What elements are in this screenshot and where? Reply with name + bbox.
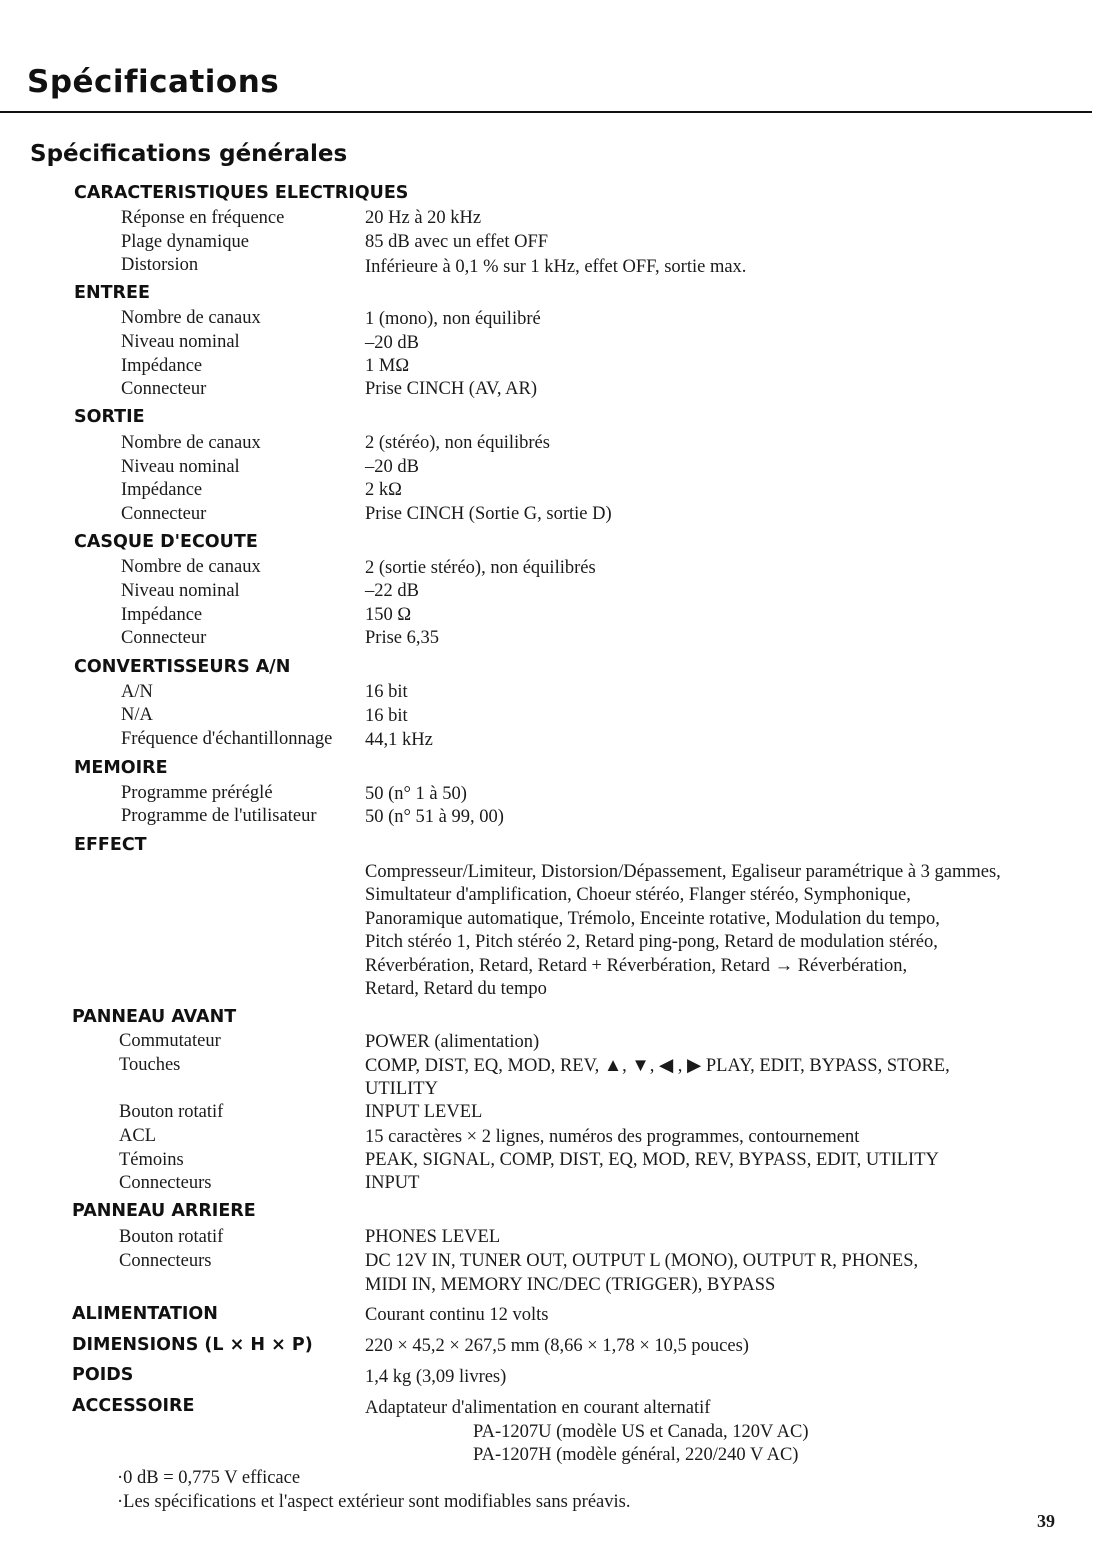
spec-value: Adaptateur d'alimentation en courant alternatif xyxy=(365,1398,711,1418)
spec-value: 15 caractères × 2 lignes, numéros des programmes, contournement xyxy=(365,1127,860,1147)
spec-label: Plage dynamique xyxy=(121,232,249,252)
spec-value: 2 (sortie stéréo), non équilibrés xyxy=(365,558,596,578)
spec-value: COMP, DIST, EQ, MOD, REV, ▲, ▼, ◀ , ▶ PLAY, EDIT, BYPASS, STORE, xyxy=(365,1056,950,1076)
spec-label: Fréquence d'échantillonnage xyxy=(121,729,333,749)
spec-label: Nombre de canaux xyxy=(121,557,261,577)
spec-label: ACL xyxy=(119,1126,156,1146)
heading-dimensions: DIMENSIONS (L × H × P) xyxy=(72,1335,313,1355)
spec-label: Témoins xyxy=(119,1150,184,1170)
spec-value: –20 dB xyxy=(365,333,419,353)
spec-label: Niveau nominal xyxy=(121,332,240,352)
spec-value: PHONES LEVEL xyxy=(365,1227,501,1247)
effect-line: Compresseur/Limiteur, Distorsion/Dépassement, Egaliseur paramétrique à 3 gammes, xyxy=(365,862,1001,882)
spec-label: Connecteurs xyxy=(119,1173,212,1193)
title-rule xyxy=(0,111,1092,113)
spec-label: N/A xyxy=(121,705,153,725)
spec-value: 85 dB avec un effet OFF xyxy=(365,232,549,252)
spec-label: Nombre de canaux xyxy=(121,308,261,328)
spec-value: 1 (mono), non équilibré xyxy=(365,309,541,329)
spec-label: Touches xyxy=(119,1055,181,1075)
effect-line: Pitch stéréo 1, Pitch stéréo 2, Retard ping-pong, Retard de modulation stéréo, xyxy=(365,932,938,952)
heading-front-panel: PANNEAU AVANT xyxy=(72,1007,237,1027)
spec-value: Inférieure à 0,1 % sur 1 kHz, effet OFF, sortie max. xyxy=(365,257,747,277)
spec-value: 16 bit xyxy=(365,706,408,726)
spec-value: 50 (n° 1 à 50) xyxy=(365,784,467,804)
spec-label: Impédance xyxy=(121,480,203,500)
heading-accessory: ACCESSOIRE xyxy=(72,1396,195,1416)
spec-value: –22 dB xyxy=(365,581,419,601)
page-title: Spécifications xyxy=(27,64,280,100)
spec-label: Niveau nominal xyxy=(121,581,240,601)
heading-memory: MEMOIRE xyxy=(74,758,168,778)
spec-value: 44,1 kHz xyxy=(365,730,433,750)
effect-line: Simultateur d'amplification, Choeur stéréo, Flanger stéréo, Symphonique, xyxy=(365,885,911,905)
spec-label: Bouton rotatif xyxy=(119,1102,224,1122)
spec-value: INPUT LEVEL xyxy=(365,1102,483,1122)
spec-value: 220 × 45,2 × 267,5 mm (8,66 × 1,78 × 10,5 pouces) xyxy=(365,1336,749,1356)
spec-value: 50 (n° 51 à 99, 00) xyxy=(365,807,504,827)
spec-value: 16 bit xyxy=(365,682,408,702)
spec-value: DC 12V IN, TUNER OUT, OUTPUT L (MONO), OUTPUT R, PHONES, xyxy=(365,1251,919,1271)
heading-power: ALIMENTATION xyxy=(72,1304,218,1324)
footnote: ·0 dB = 0,775 V efficace xyxy=(117,1468,301,1488)
spec-value: 150 Ω xyxy=(365,605,412,625)
section-subtitle: Spécifications générales xyxy=(30,141,348,167)
heading-output: SORTIE xyxy=(74,407,145,427)
spec-label: Bouton rotatif xyxy=(119,1227,224,1247)
spec-label: Commutateur xyxy=(119,1031,221,1051)
spec-value: Prise CINCH (Sortie G, sortie D) xyxy=(365,504,612,524)
spec-label: Impédance xyxy=(121,605,203,625)
spec-value: 2 (stéréo), non équilibrés xyxy=(365,433,550,453)
spec-value: 1,4 kg (3,09 livres) xyxy=(365,1367,507,1387)
spec-label: Connecteur xyxy=(121,504,207,524)
footnote: ·Les spécifications et l'aspect extérieur sont modifiables sans préavis. xyxy=(117,1492,631,1512)
spec-label: Programme préréglé xyxy=(121,783,273,803)
spec-label: Impédance xyxy=(121,356,203,376)
heading-converters: CONVERTISSEURS A/N xyxy=(74,657,291,677)
spec-label: Réponse en fréquence xyxy=(121,208,285,228)
spec-label: Distorsion xyxy=(121,255,199,275)
spec-label: Connecteur xyxy=(121,628,207,648)
spec-value: 1 MΩ xyxy=(365,356,410,376)
spec-label: Connecteur xyxy=(121,379,207,399)
spec-value: INPUT xyxy=(365,1173,420,1193)
page-number: 39 xyxy=(1037,1511,1055,1531)
spec-value: Prise 6,35 xyxy=(365,628,439,648)
effect-line: Panoramique automatique, Trémolo, Enceinte rotative, Modulation du tempo, xyxy=(365,909,940,929)
spec-label: Nombre de canaux xyxy=(121,433,261,453)
spec-value: 2 kΩ xyxy=(365,480,402,500)
spec-value: Courant continu 12 volts xyxy=(365,1305,549,1325)
spec-value-cont: MIDI IN, MEMORY INC/DEC (TRIGGER), BYPASS xyxy=(365,1275,776,1295)
spec-label: Connecteurs xyxy=(119,1251,212,1271)
effect-line: Retard, Retard du tempo xyxy=(365,979,547,999)
spec-value-sub: PA-1207H (modèle général, 220/240 V AC) xyxy=(473,1445,799,1465)
spec-value-sub: PA-1207U (modèle US et Canada, 120V AC) xyxy=(473,1422,809,1442)
heading-headphones: CASQUE D'ECOUTE xyxy=(74,532,258,552)
spec-value-cont: UTILITY xyxy=(365,1079,438,1099)
heading-input: ENTREE xyxy=(74,283,150,303)
spec-label: Programme de l'utilisateur xyxy=(121,806,317,826)
spec-value: 20 Hz à 20 kHz xyxy=(365,208,482,228)
spec-value: Prise CINCH (AV, AR) xyxy=(365,379,538,399)
spec-label: A/N xyxy=(121,682,153,702)
effect-line: Réverbération, Retard, Retard + Réverbération, Retard → Réverbération, xyxy=(365,956,908,976)
heading-electrical: CARACTERISTIQUES ELECTRIQUES xyxy=(74,183,409,203)
heading-effect: EFFECT xyxy=(74,835,147,855)
heading-rear-panel: PANNEAU ARRIERE xyxy=(72,1201,256,1221)
spec-label: Niveau nominal xyxy=(121,457,240,477)
spec-value: PEAK, SIGNAL, COMP, DIST, EQ, MOD, REV, BYPASS, EDIT, UTILITY xyxy=(365,1150,939,1170)
heading-weight: POIDS xyxy=(72,1365,134,1385)
spec-value: POWER (alimentation) xyxy=(365,1032,540,1052)
spec-value: –20 dB xyxy=(365,457,419,477)
